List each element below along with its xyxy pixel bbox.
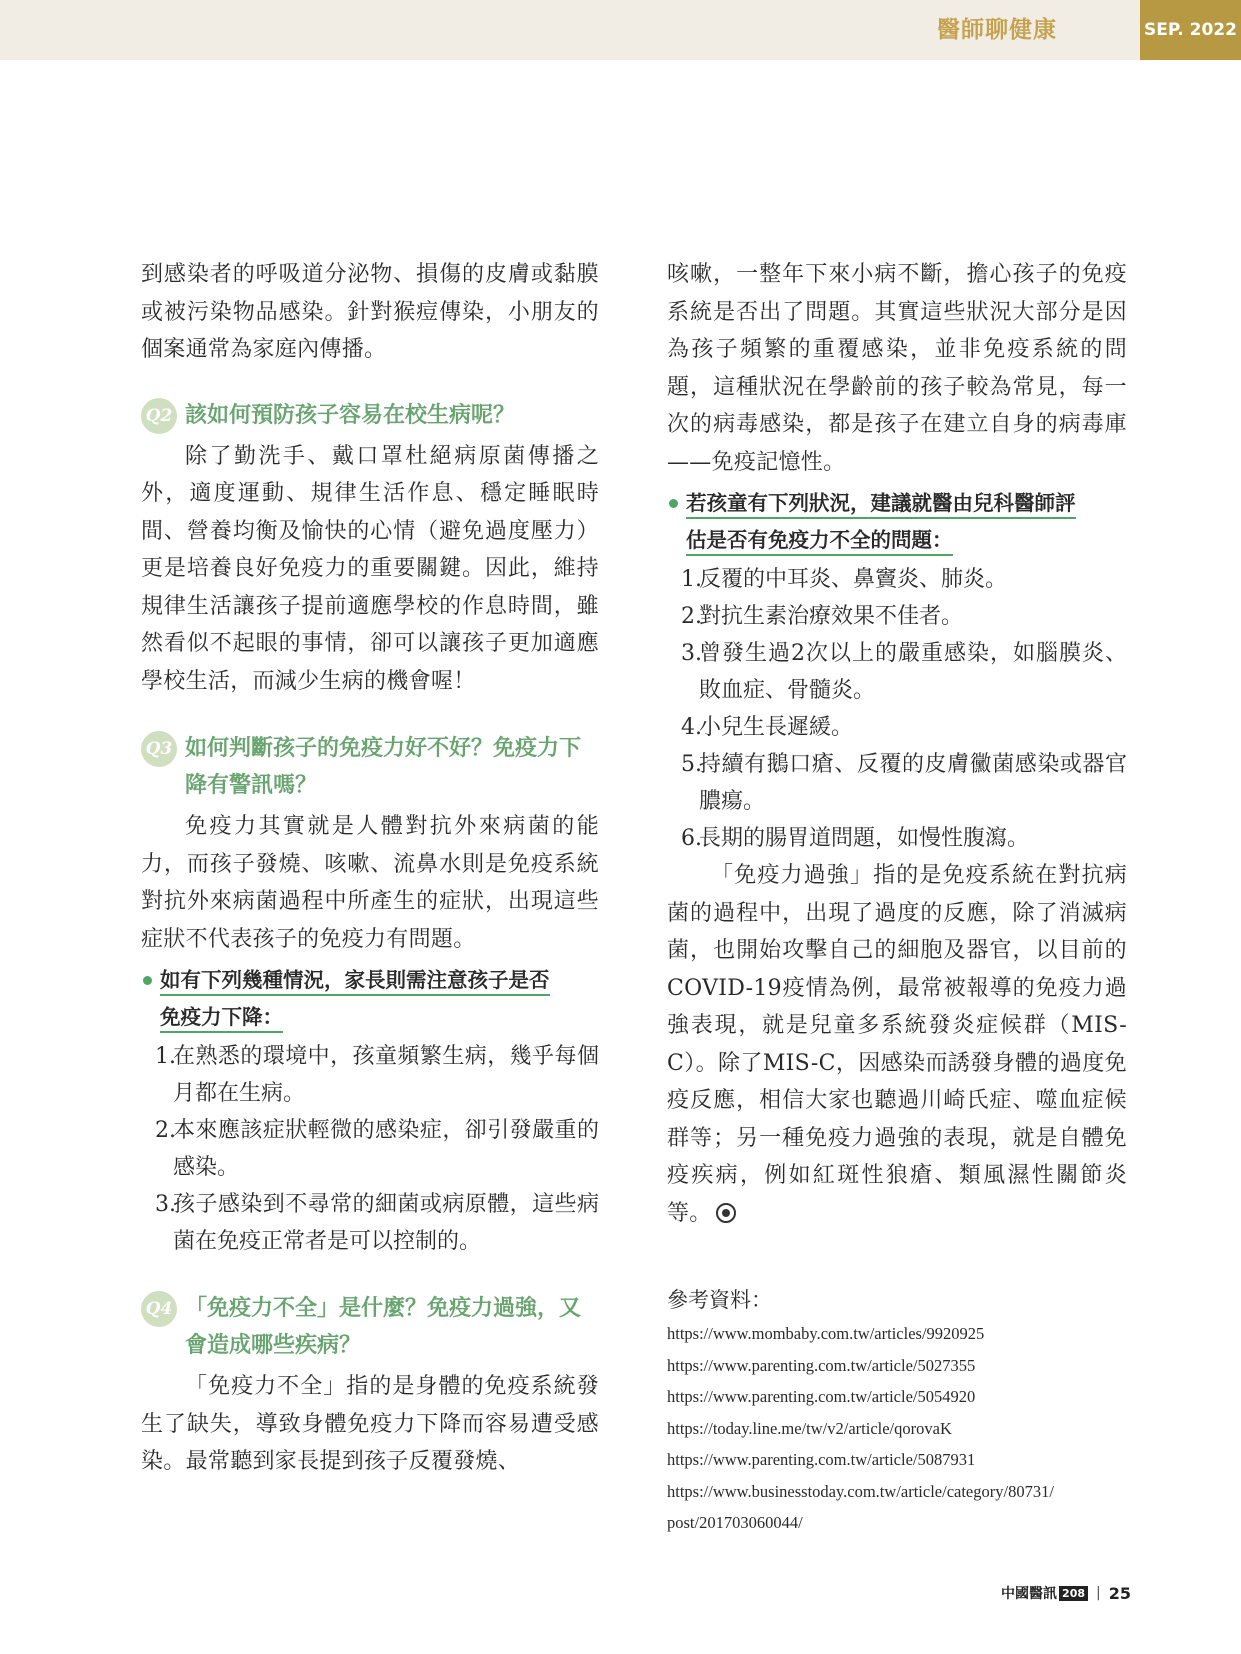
publication-name: 中國醫訊 — [1001, 1586, 1058, 1602]
reference-link[interactable]: https://www.businesstoday.com.tw/article/category/80731/ — [667, 1481, 1054, 1501]
issue-number: 208 — [1059, 1586, 1088, 1601]
q2-body: 除了勤洗手、戴口罩杜絕病原菌傳播之外，適度運動、規律生活作息、穩定睡眠時間、營養均衡及愉快的心情（避免過度壓力）更是培養良好免疫力的重要關鍵。因此，維持規律生活讓孩子提前適應學校的作息時間，雖然看似不起眼的事情，卻可以讓孩子更加適應學校生活，而減少生病的機會喔！ — [141, 443, 599, 694]
q4-title: 「免疫力不全」是什麼？免疫力過強，又會造成哪些疾病？ — [185, 1296, 582, 1358]
q3-title: 如何判斷孩子的免疫力好不好？免疫力下降有警訊嗎？ — [185, 736, 582, 798]
q4-badge: Q4 — [141, 1291, 177, 1327]
list-item: 2. 本來應該症狀輕微的感染症，卻引發嚴重的感染。 — [155, 1118, 599, 1180]
references-title: 參考資料： — [667, 1288, 772, 1312]
intro-paragraph: 到感染者的呼吸道分泌物、損傷的皮膚或黏膜或被污染物品感染。針對猴痘傳染，小朋友的個案通常為家庭內傳播。 — [141, 262, 599, 362]
end-mark-icon — [716, 1203, 736, 1223]
reference-link[interactable]: https://www.parenting.com.tw/article/5054920 — [667, 1387, 976, 1406]
page-footer — [1001, 1583, 1131, 1603]
column-title: 醫師聊健康 — [937, 17, 1057, 43]
list-item: 3. 孩子感染到不尋常的細菌或病原體，這些病菌在免疫正常者是可以控制的。 — [155, 1192, 599, 1254]
q3-bullet — [141, 962, 599, 1036]
bullet-line: 若孩童有下列狀況，建議就醫由兒科醫師評 — [686, 491, 1076, 519]
q3-body: 免疫力其實就是人體對抗外來病菌的能力，而孩子發燒、咳嗽、流鼻水則是免疫系統對抗外來病菌過程中所產生的症狀，出現這些症狀不代表孩子的免疫力有問題。 — [141, 814, 599, 952]
q2-badge: Q2 — [141, 398, 177, 434]
q3-heading — [141, 730, 599, 804]
list-item: 3. 曾發生過2次以上的嚴重感染，如腦膜炎、敗血症、骨髓炎。 — [681, 641, 1127, 703]
references-list — [667, 1318, 1127, 1539]
reference-link[interactable]: https://www.parenting.com.tw/article/5027355 — [667, 1355, 976, 1375]
issue-date: SEP. 2022 — [1140, 0, 1241, 60]
q2-heading — [141, 397, 599, 434]
right-list — [667, 561, 1127, 857]
bullet-dot-icon — [143, 976, 152, 985]
list-item: 1. 在熟悉的環境中，孩童頻繁生病，幾乎每個月都在生病。 — [155, 1044, 599, 1106]
continued-paragraph: 咳嗽，一整年下來小病不斷，擔心孩子的免疫系統是否出了問題。其實這些狀況大部分是因為孩子頻繁的重覆感染，並非免疫系統的問題，這種狀況在學齡前的孩子較為常見，每一次的病毒感染，都是孩子在建立自身的病毒庫——免疫記憶性。 — [667, 262, 1127, 475]
list-item: 6. 長期的腸胃道問題，如慢性腹瀉。 — [681, 826, 1030, 851]
footer-divider: | — [1096, 1585, 1101, 1601]
overactive-paragraph: 「免疫力過強」指的是免疫系統在對抗病菌的過程中，出現了過度的反應，除了消滅病菌，也開始攻擊自己的細胞及器官，以目前的COVID-19疫情為例，最常被報導的免疫力過強表現，就是兒童多系統發炎症候群（MIS-C）。除了MIS-C，因感染而誘發身體的過度免疫反應，相信大家也聽過川崎氏症、噬血症候群等；另一種免疫力過強的表現，就是自體免疫疾病，例如紅斑性狼瘡、類風濕性關節炎等。 — [667, 863, 1127, 1226]
right-bullet — [667, 485, 1127, 559]
bullet-dot-icon — [669, 499, 678, 508]
q4-heading — [141, 1290, 599, 1364]
list-item: 4. 小兒生長遲緩。 — [681, 715, 854, 740]
page-number: 25 — [1108, 1583, 1131, 1603]
q3-list — [141, 1038, 599, 1260]
q4-body: 「免疫力不全」指的是身體的免疫系統發生了缺失，導致身體免疫力下降而容易遭受感染。最常聽到家長提到孩子反覆發燒、 — [141, 1374, 599, 1474]
reference-link[interactable]: https://www.parenting.com.tw/article/5087931 — [667, 1450, 976, 1469]
left-column — [141, 256, 599, 1481]
bullet-line: 免疫力下降： — [160, 1005, 283, 1033]
bullet-line: 估是否有免疫力不全的問題： — [686, 528, 953, 556]
list-item: 5. 持續有鵝口瘡、反覆的皮膚黴菌感染或器官膿瘍。 — [681, 752, 1127, 814]
reference-link[interactable]: post/201703060044/ — [667, 1513, 803, 1532]
right-column — [667, 256, 1127, 1539]
list-item: 2. 對抗生素治療效果不佳者。 — [681, 604, 964, 629]
reference-link[interactable]: https://www.mombaby.com.tw/articles/9920925 — [667, 1324, 985, 1343]
q3-badge: Q3 — [141, 731, 177, 767]
header-bar — [0, 0, 1241, 60]
reference-link[interactable]: https://today.line.me/tw/v2/article/qorovaK — [667, 1418, 952, 1438]
q2-title: 該如何預防孩子容易在校生病呢？ — [185, 402, 516, 428]
list-item: 1. 反覆的中耳炎、鼻竇炎、肺炎。 — [681, 567, 1008, 592]
bullet-line: 如有下列幾種情況，家長則需注意孩子是否 — [160, 968, 550, 996]
